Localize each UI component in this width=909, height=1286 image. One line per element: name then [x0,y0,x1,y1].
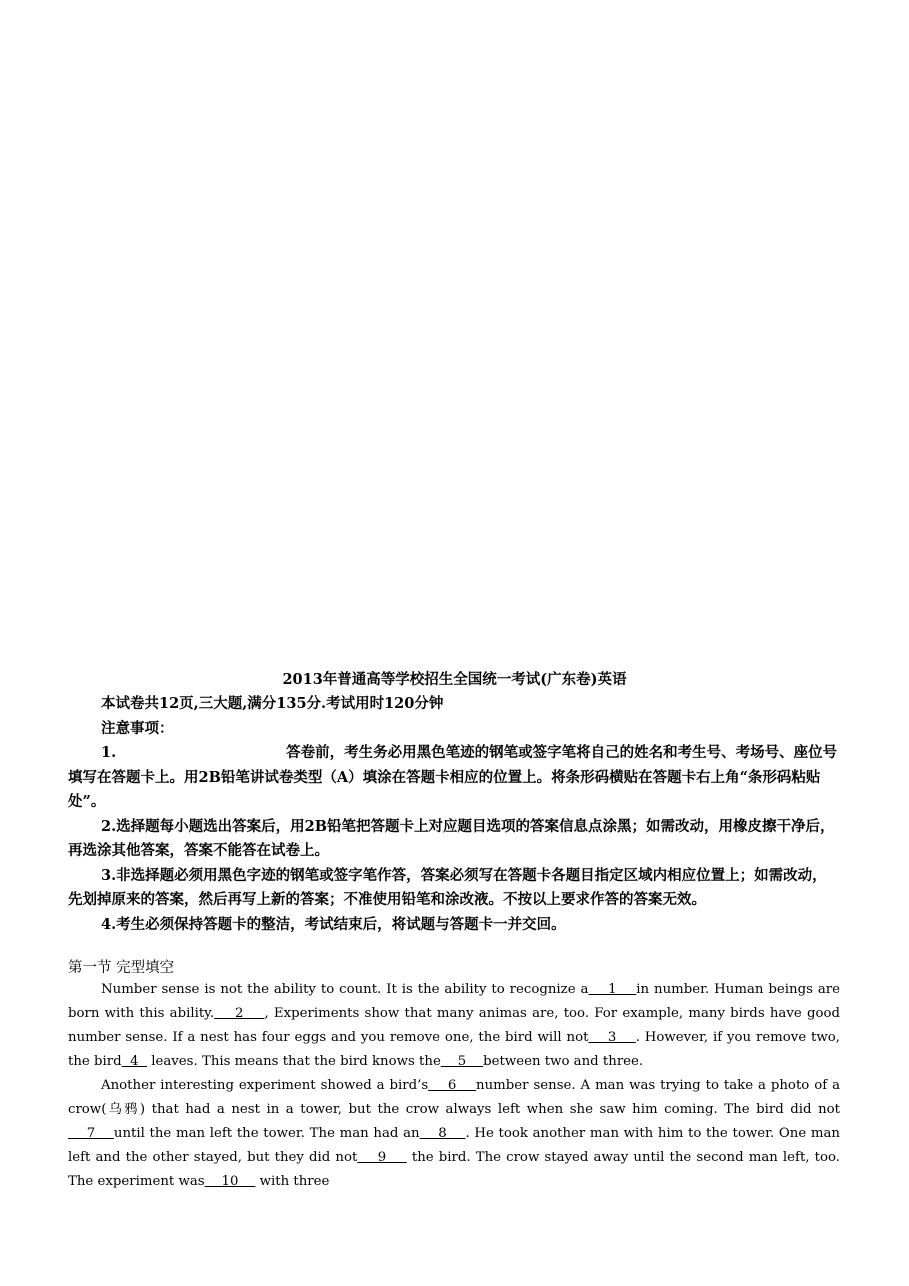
notice-item-3: 3.非选择题必须用黑色字迹的钢笔或签字笔作答，答案必须写在答题卡各题目指定区域内相应位置上；如需改动，先划掉原来的答案，然后再写上新的答案；不准使用铅笔和涂改液。不按以上要求作答的答案无效。 [68,866,827,908]
notice-item-4: 4.考生必须保持答题卡的整洁，考试结束后，将试题与答题卡一并交回。 [101,915,566,933]
blank-8: 8 [419,1126,466,1141]
blank-5: 5 [440,1054,484,1069]
text-run: . However, if you remove two, the bird [68,1030,840,1069]
text-run: . He took another man with him to the tower. One man left and the other stayed, but they did not [68,1126,840,1165]
text-run: until the man left the tower. The man had an [113,1126,420,1141]
notice-item-1-number: 1. [101,744,117,761]
blank-6: 6 [428,1078,477,1093]
text-run: , Experiments show that many animas are, too. For example, many birds have good number sense. If a nest has four eggs and you remove one, the bird will not [68,1006,841,1045]
blank-3: 3 [588,1030,636,1045]
instructions [68,692,840,937]
blank-2: 2 [214,1006,265,1021]
paper-intro: 本试卷共12页,三大题,满分135分.考试用时120分钟 [101,695,444,712]
section-title: 第一节 完型填空 [68,960,175,976]
blank-4: 4 [121,1054,148,1069]
text-run: the bird. The crow stayed away until the second man left, too. The experiment was [68,1150,841,1189]
notice-item-2: 2.选择题每小题选出答案后，用2B铅笔把答题卡上对应题目选项的答案信息点涂黑；如需改动，用橡皮擦干净后，再选涂其他答案，答案不能答在试卷上。 [68,817,835,859]
blank-10: 10 [204,1174,256,1189]
notice-item-1-text: 答卷前，考生务必用黑色笔迹的钢笔或签字笔将自己的姓名和考生号、考场号、座位号填写在答题卡上。用2B铅笔讲试卷类型（A）填涂在答题卡相应的位置上。将条形码横贴在答题卡右上角“条形码粘贴处”。 [68,744,838,810]
text-run: Another interesting experiment showed a bird’s [101,1078,429,1093]
blank-9: 9 [357,1150,407,1165]
paragraph-1 [68,978,840,1074]
text-run: with three [255,1174,330,1189]
text-run: in number. Human beings are born with this ability. [68,982,840,1021]
cloze-passage [68,978,840,1194]
notice-item-1 [68,741,840,815]
blank-1: 1 [588,982,637,997]
text-run: between two and three. [483,1054,644,1069]
paragraph-2 [68,1074,840,1194]
notice-heading: 注意事项： [101,719,174,737]
text-run: number sense. A man was trying to take a photo of a crow(乌鸦) that had a nest in a tower, but the crow always left when she saw him coming. The bird did not [68,1078,840,1117]
text-run: Number sense is not the ability to count. It is the ability to recognize a [101,982,589,997]
blank-7: 7 [68,1126,114,1141]
exam-title: 2013年普通高等学校招生全国统一考试(广东卷)英语 [282,671,627,688]
text-run: leaves. This means that the bird knows the [147,1054,441,1069]
